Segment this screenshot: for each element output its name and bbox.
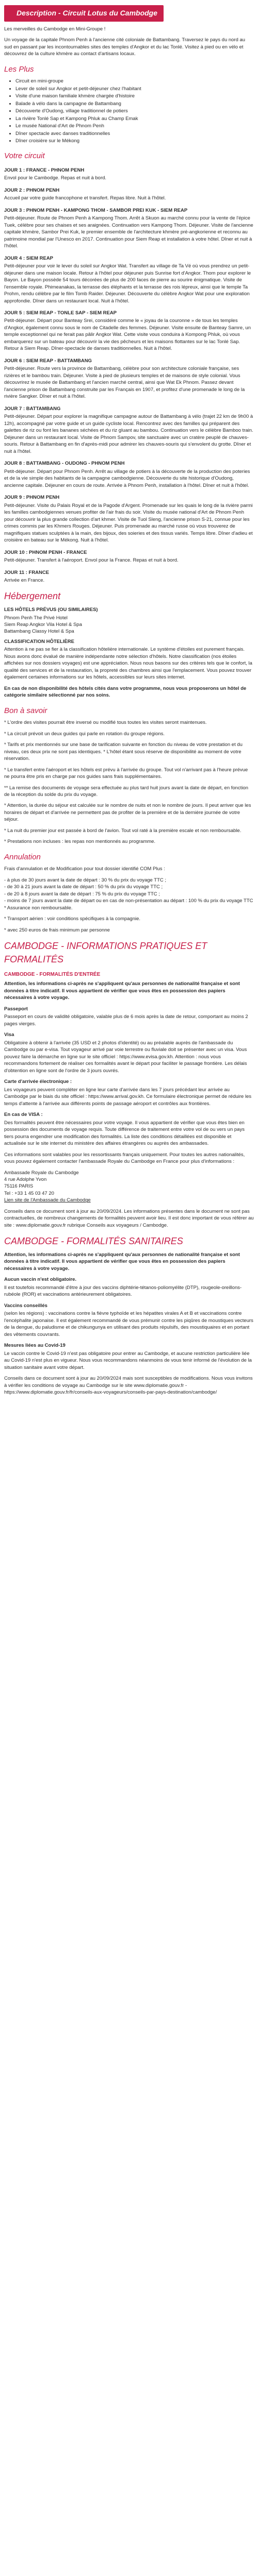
day-title: JOUR 7 : BATTAMBANG	[4, 405, 61, 412]
hotel-city: Phnom Penh	[4, 615, 33, 621]
day-text: Petit-déjeuner pour voir le lever du soleil sur Angkor Wat. Transfert au village de Ta Vé où vous prendrez un petit-déjeuner dans une maison locale. Retour à l'hôtel pour déjeuner puis Sunrise fort d'Angkor. Thom pour explorer le Bayon. Le Bayon possède 54 tours décorées de plus de 200 faces de pierre au sourire énigmatique. Visite de l'ensemble royale. Phimeanakas, la terrasse des éléphants et la terrasse des rois lépreux, ainsi que le temple Ta Prohm, rendu célèbre par le film Tomb Raider. Déjeuner. Découverte du célèbre Angkor Wat pour une exploration approfondie. Dîner dans un restaurant local. Nuit à l'hôtel.	[4, 263, 251, 304]
meals-heading: Bon à savoir	[4, 706, 47, 715]
cas-text: Des formalités peuvent être nécessaires pour votre voyage. Il vous appartient de vérifier que vous êtes bien en possession des documents de voyage requis. Toute différence de traitement entre votre vol de ou vers un pays tiers pourra engendrer une modification des formalités. La liste des conditions détaillées est disponible et actualisée sur le site internet du ministère des affaires étrangères ou auprès des ambassades.	[4, 1120, 245, 1147]
hotel-entry	[4, 615, 254, 621]
vaccins-title: Aucun vaccin n'est obligatoire.	[4, 1277, 77, 1283]
info-paragraph: * Tarifs et prix mentionnés sur une base de tarification suivante en fonction du niveau de votre prestation et du niveau, ces deux prix ne sont pas identiques. * L'hôtel étant sous réserve de disponibilité au moment de votre réservation.	[4, 742, 243, 762]
day-title: JOUR 9 : PHNOM PENH	[4, 495, 60, 501]
day-title: JOUR 3 : PHNOM PENH - KAMPONG THOM - SAMBOR PREI KUK - SIEM REAP	[4, 207, 188, 213]
plus-list	[4, 78, 254, 144]
day-title: JOUR 6 : SIEM REAP - BATTAMBANG	[4, 358, 92, 364]
extra-note: * avec 250 euros de frais minimum par personne	[4, 927, 110, 933]
hotels-subtitle: LES HÔTELS PRÉVUS (OU SIMILAIRES)	[4, 607, 98, 613]
page-title: Description - Circuit Lotus du Cambodge	[4, 5, 164, 22]
day-text: Petit-déjeuner. Route vers la province de Battambang, célèbre pour son architecture coloniale française, ses rizières et le bambou train. Déjeuner. Visite à pied de plusieurs temples et de maisons de style colonial. Vous découvrirez le musée de Battambang et l'ancien marché central, ainsi que Wat Ek Phnom. Passez devant l'ancienne prison de Battambang construite par les Français en 1907, et profitez d'une promenade le long de la rivière Sangker. Dîner et nuit à l'hôtel.	[4, 366, 245, 400]
covid-title: Mesures liées au Covid-19	[4, 1343, 66, 1349]
sante-heading: CAMBODGE - FORMALITÉS SANITAIRES	[4, 1236, 183, 1247]
formalites-subheading: CAMBODGE - FORMALITÉS D'ENTRÉE	[4, 972, 101, 978]
list-item: • Découverte d'Oudong, village traditionnel de potiers	[15, 108, 254, 114]
intro-line: Les merveilles du Cambodge en Mini-Groupe !	[4, 26, 106, 32]
passport-text: Passeport en cours de validité obligatoire, valable plus de 6 mois après la date de retour, comportant au moins 2 pages vierges.	[4, 1014, 248, 1027]
embassy-address: 4 rue Adolphe Yvon	[4, 1176, 47, 1182]
info-paragraph: * La circuit prévoit un deux guides qui parle en rotation du groupe régions.	[4, 731, 165, 737]
visa-text: Obligatoire à obtenir à l'arrivée (35 USD et 2 photos d'identité) ou au préalable auprès de l'ambassade du Cambodge ou par e-visa. Tout voyageur arrivé par voie terrestre ou fluviale doit se présenter avec un visa. Vous pouvez faire la démarche en ligne sur le site officiel : https://www.evisa.gov.kh. Attention : nous vous recommandons fortement de réaliser ces formalités avant le départ pour faciliter le passage frontière. Les délais d'obtention en ligne sont de l'ordre de 3 jours ouvrés.	[4, 1040, 247, 1074]
visa-title: Visa	[4, 1032, 14, 1038]
list-item: • Le musée National d'Art de Phnom Penh	[15, 123, 254, 129]
hotel-name: Angkor Vila Hotel & Spa	[29, 621, 82, 628]
day-title: JOUR 2 : PHNOM PENH	[4, 187, 60, 193]
day-text: Arrivée en France.	[4, 577, 45, 583]
day-title: JOUR 11 : FRANCE	[4, 569, 50, 575]
day-text: Petit-déjeuner. Visite du Palais Royal et de la Pagode d'Argent. Promenade sur les quais le long de la rivière parmi les familles cambodgiennes venues profiter de l'air frais du soir. Visite du musée national d'Art de Phnom Penh pour découvrir la plus grande collection d'art khmer. Visite de Tuol Sleng, l'ancienne prison S-21, connue pour les crimes commis par les Khmers Rouges. Déjeuner. Puis promenade au marché russe où vous trouverez de magnifiques statues sculptées à la main, des bijoux, des soieries et des tissus variés. Temps libre. Dîner d'adieu et croisière en bateau sur le Mékong. Nuit à l'hôtel.	[4, 502, 253, 544]
info-paragraph: * L'ordre des visites pourrait être inversé ou modifié tous toutes les visites seront maintenues.	[4, 720, 207, 726]
hotel-name: Classy Hotel & Spa	[31, 629, 74, 635]
itinerary-heading: Votre circuit	[4, 151, 45, 161]
carte-text: Les voyageurs peuvent compléter en ligne leur carte d'arrivée dans les 7 jours précédant leur arrivée au Cambodge par le biais du site officiel : https://www.arrival.gov.kh. Ce formulaire électronique permet de réduire les temps d'attente à l'arrivée aux différents points de passage aéroport et contrôles aux frontières.	[4, 1087, 252, 1107]
itinerary	[4, 167, 254, 584]
classification-text: Attention à ne pas se fier à la classification hôtelière internationale. Le système d'étoiles est purement français. Nous avons donc évalué de manière indépendante notre sélection d'hôtels. Notre classification (nos étoiles affichées sur nos dossiers voyages) est une appréciation. Nous nous basons sur des critères tels que le confort, la qualité des services et de la restauration, la propreté des chambres ainsi que l'emplacement. Vous pouvez trouver également certaines informations sur les hôtels, accessibles sur leurs sites internet.	[4, 647, 252, 681]
day-title: JOUR 10 : PHNOM PENH - FRANCE	[4, 549, 87, 555]
hotel-list	[4, 615, 254, 635]
sante-intro: Attention, les informations ci-après ne s'appliquent qu'aux personnes de nationalité française et sont données à titre indicatif. Il vous appartient de vérifier que vous êtes en possession des papiers nécessaires à votre voyage.	[4, 1251, 240, 1272]
plus-heading: Les Plus	[4, 64, 34, 74]
list-item: • La rivière Tonlé Sap et Kampong Phluk au Champ Emak	[15, 115, 254, 122]
annulation-item: - à plus de 30 jours avant la date de départ : 30 % du prix du voyage TTC ;	[4, 877, 167, 883]
embassy-city: 75116 PARIS	[4, 1183, 34, 1190]
day-text: Envol pour le Cambodge. Repas et nuit à bord.	[4, 175, 107, 181]
day-text: Petit-déjeuner. Route de Phnom Penh à Kampong Thom. Arrêt à Skuon au marché connu pour la vente de l'épice Tuek, célèbre pour ses chaises et ses araignées. Continuation vers Kampong Thom. Déjeuner. Visite de l'ancienne capitale khmère, Sambor Prei Kuk, le premier ensemble de l'architecture khmère pré-angkorienne et reconnu au patrimoine mondial par l'Unesco en 2017. Continuation pour Siem Reap et installation à votre hôtel. Dîner et nuit à l'hôtel.	[4, 215, 253, 249]
list-item: • Visite d'une maison familiale khmère chargée d'histoire	[15, 93, 254, 99]
insurance-note: * Assurance non remboursable.	[4, 905, 73, 911]
hotel-entry	[4, 628, 254, 635]
hotel-entry	[4, 621, 254, 628]
annulation-item: - de 20 à 8 jours avant la date de départ : 75 % du prix du voyage TTC ;	[4, 891, 160, 897]
hotel-city: Siem Reap	[4, 621, 28, 628]
hotel-city: Battambang	[4, 629, 31, 635]
vaccins-text: Il est toutefois recommandé d'être à jour des vaccins diphtérie-tétanos-poliomyélite (DTP), rougeole-oreillons-rubéole (ROR) et vaccinations antérieurement obligatoires.	[4, 1284, 242, 1298]
embassy-link[interactable]: Lien site de l'Ambassade du Cambodge	[4, 1197, 91, 1204]
covid-text: Le vaccin contre le Covid-19 n'est pas obligatoire pour entrer au Cambodge, et aucune restriction particulière liée au Covid-19 n'est plus en vigueur. Nous vous recommandons néanmoins de vous tenir informé de l'évolution de la situation sanitaire avant votre départ.	[4, 1350, 252, 1370]
list-item: • Lever de soleil sur Angkor et petit-déjeuner chez l'habitant	[15, 86, 254, 92]
carte-title: Carte d'arrivée électronique :	[4, 1079, 72, 1085]
embassy-name: Ambassade Royale du Cambodge	[4, 1170, 79, 1176]
hotels-heading: Hébergement	[4, 591, 61, 602]
recommande-title: Vaccins conseillés	[4, 1302, 47, 1309]
day-title: JOUR 1 : FRANCE - PHNOM PENH	[4, 167, 85, 173]
list-item: • Dîner croisière sur le Mékong	[15, 138, 254, 144]
day-text: Petit-déjeuner. Départ pour explorer la magnifique campagne autour de Battambang à vélo (trajet 22 km de 9h00 à 12h), accompagné par votre guide et un guide cycliste local. Rencontrez avec des familles qui préparent des galettes de riz ou font les bananes séchées et du riz gluant au bambou. Continuation vers le célèbre Bamboo train. Déjeuner dans un restaurant local. Visite de Phnom Sampov, site sanctuaire avec un cratère peuplé de chauves-souris. Retour à Battambang en fin d'après-midi pour admirer les chauves-souris qui s'envolent du grotte. Dîner et nuit à l'hôtel.	[4, 414, 253, 454]
info-paragraph: * La nuit du premier jour est passée à bord de l'avion. Tout vol raté à la première escale et non remboursable.	[4, 827, 241, 834]
annulation-item: - moins de 7 jours avant la date de départ ou en cas de non-présentation au départ : 100 % du prix du voyage TTC	[4, 898, 253, 904]
day-text: Petit-déjeuner. Départ pour Phnom Penh. Arrêt au village de potiers à la découverte de la production des poteries et de la vie simple des habitants de la campagne cambodgienne. Découverte du site historique d'Oudong, ancienne capitale. Déjeuner en cours de route. Arrivée à Phnom Penh, installation à l'hôtel. Dîner et nuit à l'hôtel.	[4, 468, 250, 488]
hotels-note: En cas de non disponibilité des hôtels cités dans votre programme, nous vous proposerons un hôtel de catégorie similaire sélectionné par nos soins.	[4, 685, 247, 699]
embassy-phone: Tel : +33 1 45 03 47 20	[4, 1190, 54, 1196]
day-title: JOUR 8 : BATTAMBANG - OUDONG - PHNOM PENH	[4, 461, 125, 467]
annulation-item: - de 30 à 21 jours avant la date de départ : 50 % du prix du voyage TTC ;	[4, 884, 163, 890]
info-paragraph: ** La remise des documents de voyage sera effectuée au plus tard huit jours avant la date de départ, en fonction de la réception du solde du prix du voyage.	[4, 785, 249, 798]
annulation-heading: Annulation	[4, 852, 41, 861]
list-item: • Balade à vélo dans la campagne de Battambang	[15, 100, 254, 107]
classification-title: CLASSIFICATION HÔTELIÈRE	[4, 638, 74, 645]
list-item: • Circuit en mini-groupe	[15, 78, 254, 84]
cas-title: En cas de VISA :	[4, 1112, 43, 1118]
sante-final: Conseils dans ce document sont à jour au 20/09/2024 mais sont susceptibles de modifications. Nous vous invitons à vérifier les conditions de voyage au Cambodge sur le site www.diplomatie.gouv.fr - https://www.diplomatie.gouv.fr/fr/conseils-aux-voyageurs/conseils-par-pays-destination/cambodge/	[4, 1376, 253, 1396]
day-text: Petit-déjeuner. Départ pour Banteay Srei, considéré comme le « joyau de la couronne » de tous les temples d'Angkor, également connu sous le nom de Citadelle des femmes. Déjeuner. Visite ensuite de Banteay Samre, un temple exceptionnel qui ne ferait pas pâlir Angkor Wat. Cette visite vous conduira à Kompong Phluk, où vous embarquerez sur un bateau pour découvrir la vie des pêcheurs et les maisons flottantes sur le lac Tonlé Sap. Retour à Siem Reap. Dîner-spectacle de danses traditionnelles. Nuit à l'hôtel.	[4, 318, 251, 352]
info-paragraph: * Attention, la durée du séjour est calculée sur le nombre de nuits et non le nombre de jours. Il peut arriver que les horaires de départ et d'arrivée ne permettent pas de profiter de la première et de la dernière journée de votre séjour.	[4, 803, 251, 823]
recommande-text: (selon les régions) : vaccinations contre la fièvre typhoïde et les hépatites virales A et B et vaccinations contre l'encéphalite japonaise. Il est également recommandé de vous prémunir contre les piqûres de moustiques vecteurs de la dengue, du paludisme et de chikungunya en utilisant des produits répulsifs, des moustiquaires et en portant des vêtements couvrants.	[4, 1311, 253, 1337]
passport-title: Passeport	[4, 1006, 28, 1012]
annulation-text: Frais d'annulation et de Modification pour tout dossier identifié COM Plus :	[4, 866, 165, 872]
hotel-name: The Privé Hotel	[34, 615, 68, 621]
info-text: Ces informations sont valables pour les ressortissants français uniquement. Pour toutes les autres nationalités, vous pouvez également contacter l'ambassade Royale du Cambodge en France pour plus d'informations :	[4, 1151, 245, 1165]
formalites-conseil: Conseils dans ce document sont à jour au 20/09/2024. Les informations présentes dans le document ne sont pas contractuelles, de nombreux changements de formalités peuvent avoir lieu. Il est donc important de vous référer au site : www.diplomatie.gouv.fr rubrique Conseils aux voyageurs / Cambodge.	[4, 1208, 254, 1228]
day-text: Accueil par votre guide francophone et transfert. Repas libre. Nuit à l'hôtel.	[4, 195, 166, 201]
intro-paragraph: Un voyage de la capitale Phnom Penh à l'ancienne cité coloniale de Battambang. Traversez le pays du nord au sud en passant par les incontournables sites des temples d'Angkor et du lac Tonlé. Visitez à pied ou en vélo et découvrez de la culture khmère au contact d'artisans locaux.	[4, 37, 246, 57]
list-item: • Dîner spectacle avec danses traditionnelles	[15, 130, 254, 137]
transport-note: * Transport aérien : voir conditions spécifiques à la compagnie.	[4, 916, 141, 922]
info-paragraph: * Prestations non incluses : les repas non mentionnés au programme.	[4, 839, 156, 845]
formalites-heading: CAMBODGE - INFORMATIONS PRATIQUES ET FORMALITÉS	[4, 941, 207, 964]
formalites-intro: Attention, les informations ci-après ne s'appliquent qu'aux personnes de nationalité française et sont données à titre indicatif. Il vous appartient de vérifier que vous êtes en possession des papiers nécessaires à votre voyage.	[4, 981, 240, 1001]
day-text: Petit-déjeuner. Transfert à l'aéroport. Envol pour la France. Repas et nuit à bord.	[4, 557, 179, 564]
day-title: JOUR 4 : SIEM REAP	[4, 255, 54, 261]
info-paragraph: * Le transfert entre l'aéroport et les hôtels est prévu à l'arrivée du groupe. Tout vol n'arrivant pas à l'heure prévue ne pourra être pris en charge par nos guides sans frais supplémentaires.	[4, 767, 248, 780]
day-title: JOUR 5 : SIEM REAP - TONLE SAP - SIEM REAP	[4, 310, 117, 316]
